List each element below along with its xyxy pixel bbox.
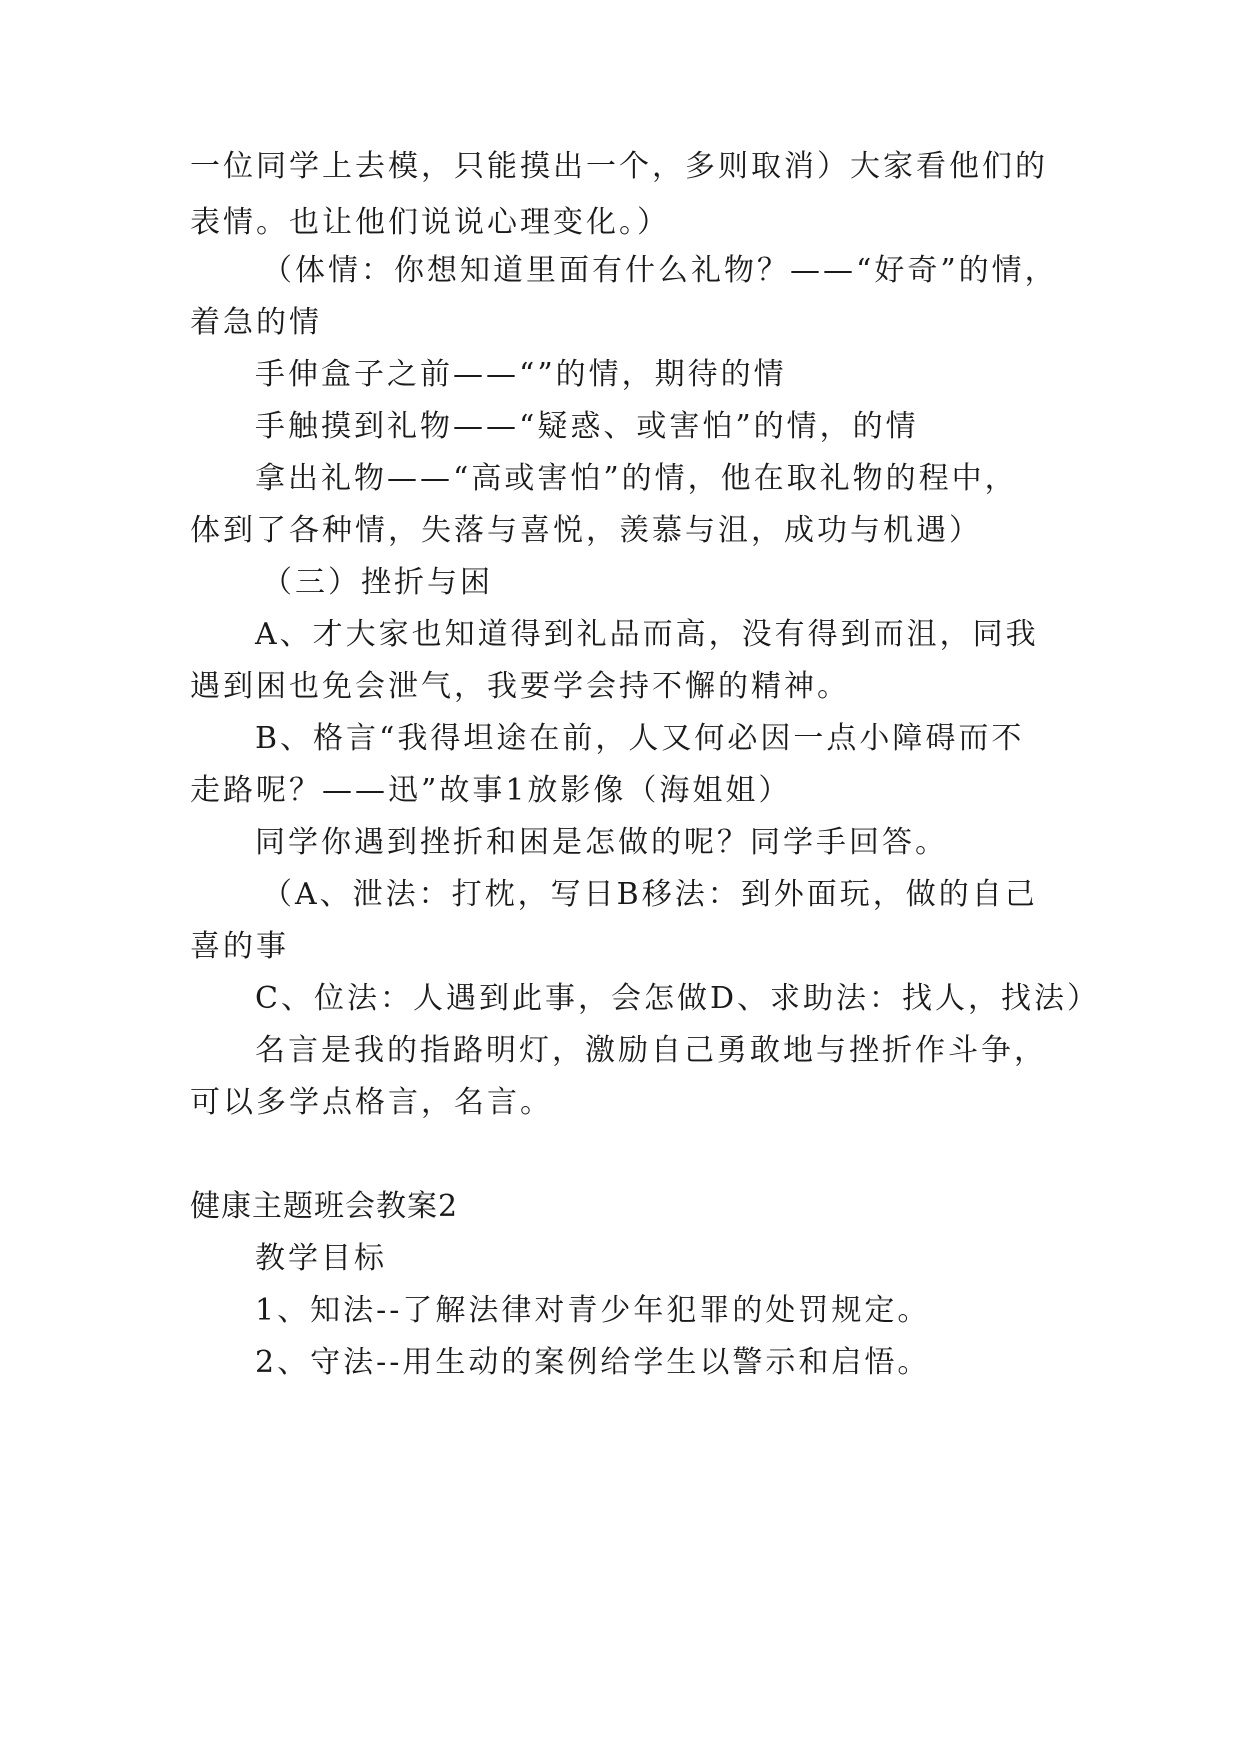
section-heading: （三）挫折与困 xyxy=(262,565,493,600)
paragraph-line: 表情。也让他们说说心理变化。） xyxy=(190,205,670,240)
paragraph-line: A、才大家也知道得到礼品而高，没有得到而沮，同我 xyxy=(255,617,1039,652)
paragraph-line: 手伸盒子之前——“”的情，期待的情 xyxy=(255,357,787,392)
document-title: 健康主题班会教案2 xyxy=(190,1189,459,1224)
paragraph-line: 拿出礼物——“高或害怕”的情，他在取礼物的程中， xyxy=(255,461,1018,496)
list-item: 2、守法--用生动的案例给学生以警示和启悟。 xyxy=(255,1345,931,1380)
paragraph-line: 名言是我的指路明灯，激励自己勇敢地与挫折作斗争， xyxy=(255,1033,1047,1068)
paragraph-line: B、格言“我得坦途在前，人又何必因一点小障碍而不 xyxy=(255,721,1025,756)
paragraph-line: （体情：你想知道里面有什么礼物？——“好奇”的情， xyxy=(262,253,1058,288)
paragraph-line: 手触摸到礼物——“疑惑、或害怕”的情，的情 xyxy=(255,409,919,444)
paragraph-line: 走路呢？——迅”故事1放影像（海姐姐） xyxy=(190,773,792,808)
paragraph-line: 遇到困也免会泄气，我要学会持不懈的精神。 xyxy=(190,669,850,704)
paragraph-line: 同学你遇到挫折和困是怎做的呢？同学手回答。 xyxy=(255,825,948,860)
paragraph-line: 一位同学上去模，只能摸出一个，多则取消）大家看他们的 xyxy=(190,149,1048,184)
paragraph-line: 喜的事 xyxy=(190,929,289,964)
section-heading: 教学目标 xyxy=(255,1241,387,1276)
paragraph-line: C、位法：人遇到此事，会怎做D、求助法：找人，找法） xyxy=(255,981,1101,1016)
paragraph-line: 可以多学点格言，名言。 xyxy=(190,1085,553,1120)
paragraph-line: 着急的情 xyxy=(190,305,322,340)
paragraph-line: 体到了各种情，失落与喜悦，羡慕与沮，成功与机遇） xyxy=(190,513,982,548)
paragraph-line: （A、泄法：打枕，写日B移法：到外面玩，做的自己 xyxy=(262,877,1038,912)
list-item: 1、知法--了解法律对青少年犯罪的处罚规定。 xyxy=(255,1293,931,1328)
